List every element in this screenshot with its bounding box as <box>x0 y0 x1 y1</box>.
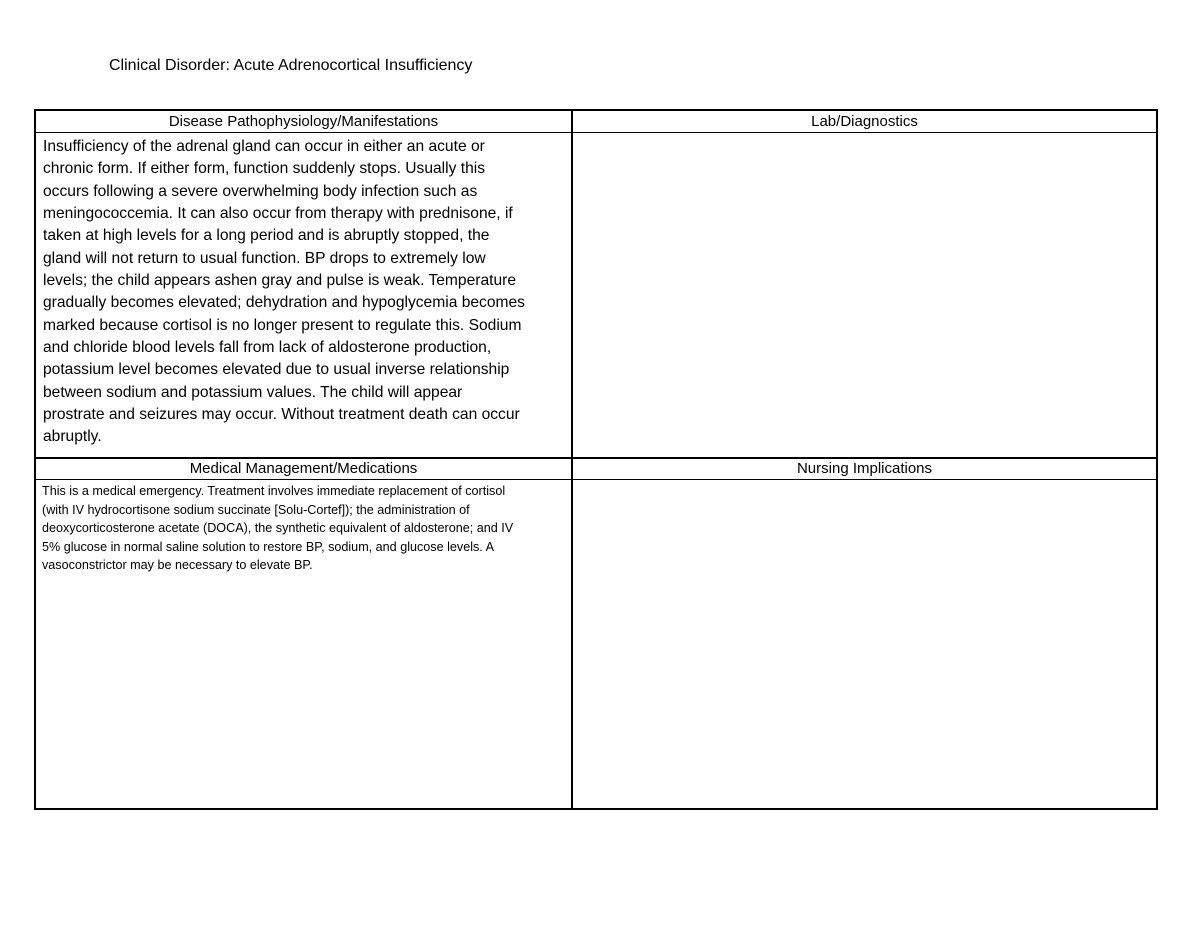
header-row-divider-top <box>36 132 1156 133</box>
header-lab-diagnostics: Lab/Diagnostics <box>811 113 918 130</box>
pathophysiology-text: Insufficiency of the adrenal gland can occur in either an acute or chronic form. If either form, function suddenly stops. Usually this occurs following a severe overwhelming body infection such as meningococcemia. It can also occur from therapy with prednisone, if taken at high levels for a long period and is abruptly stopped, the gland will not return to usual function. BP drops to extremely low levels; the child appears ashen gray and pulse is weak. Temperature gradually becomes elevated; dehydration and hypoglycemia becomes marked because cortisol is no longer present to regulate this. Sodium and chloride blood levels fall from lack of aldosterone production, potassium level becomes elevated due to usual inverse relationship between sodium and potassium values. The child will appear prostrate and seizures may occur. Without treatment death can occur abruptly. <box>43 138 525 446</box>
header-pathophysiology: Disease Pathophysiology/Manifestations <box>168 113 439 130</box>
header-medical-management: Medical Management/Medications <box>189 460 418 477</box>
document-title: Clinical Disorder: Acute Adrenocortical Insufficiency <box>109 57 473 74</box>
header-row-divider-bottom <box>36 479 1156 480</box>
care-plan-table <box>34 109 1158 810</box>
header-nursing-implications: Nursing Implications <box>796 460 933 477</box>
medical-management-text: This is a medical emergency. Treatment involves immediate replacement of cortisol (with IV hydrocortisone sodium succinate [Solu-Cortef]); the administration of deoxycorticosterone acetate (DOCA), the synthetic equivalent of aldosterone; and IV 5% glucose in normal saline solution to restore BP, sodium, and glucose levels. A vasoconstrictor may be necessary to elevate BP. <box>42 484 514 572</box>
